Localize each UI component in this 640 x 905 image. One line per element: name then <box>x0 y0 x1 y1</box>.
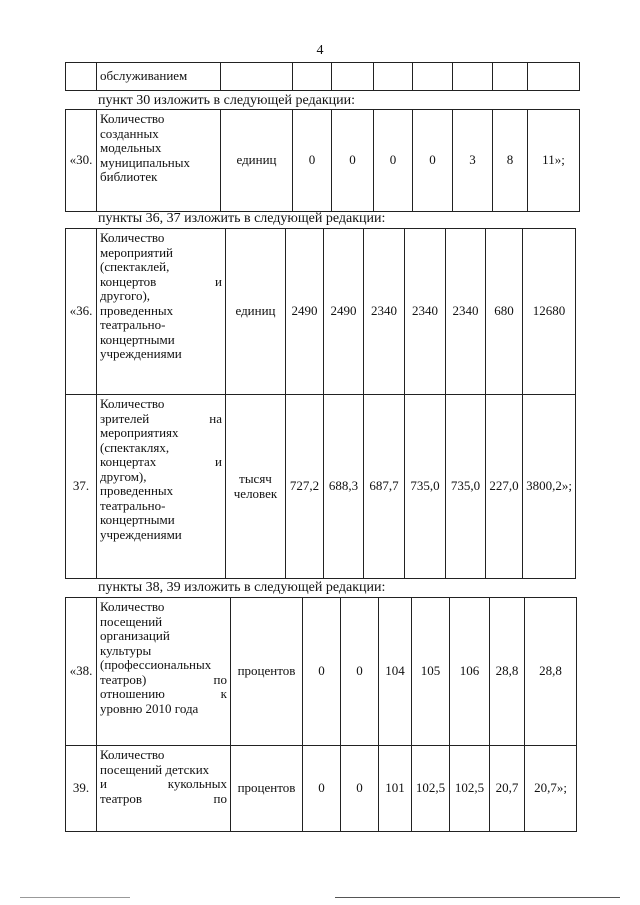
value-cell: 735,0 <box>405 395 446 579</box>
value-cell: 0 <box>303 746 341 832</box>
value-cell: 680 <box>486 229 523 395</box>
amendment-note: пункт 30 изложить в следующей редакции: <box>98 93 355 108</box>
page-edge-line <box>335 897 620 898</box>
value-cell: 2340 <box>446 229 486 395</box>
value-cell: 20,7 <box>490 746 525 832</box>
value-cell: 0 <box>413 110 453 212</box>
indicator-name: Количество посещений детских и кукольных театров по <box>97 746 231 832</box>
row-name: обслуживанием <box>97 63 221 91</box>
unit: процентов <box>231 598 303 746</box>
table-row <box>66 598 577 746</box>
value-cell: 12680 <box>523 229 576 395</box>
value-cell: 105 <box>412 598 450 746</box>
table-rows-38-39 <box>65 597 577 832</box>
row-number: 37. <box>66 395 97 579</box>
row-number: 39. <box>66 746 97 832</box>
value-cell: 28,8 <box>490 598 525 746</box>
value-cell: 104 <box>379 598 412 746</box>
amendment-note: пункты 36, 37 изложить в следующей редакции: <box>98 211 386 226</box>
value-cell: 101 <box>379 746 412 832</box>
value-cell: 106 <box>450 598 490 746</box>
indicator-name: Количество посещений организаций культуры (профессиональных театров) по отношению к уровню 2010 года <box>97 598 231 746</box>
row-number: «38. <box>66 598 97 746</box>
indicator-name: Количество мероприятий (спектаклей, концертов и другого), проведенных театрально- концертными учреждениями <box>97 229 226 395</box>
unit: процентов <box>231 746 303 832</box>
table-row <box>66 395 576 579</box>
value-cell: 8 <box>493 110 528 212</box>
value-cell: 11»; <box>528 110 580 212</box>
indicator-name: Количество созданных модельных муниципальных библиотек <box>97 110 221 212</box>
page-number: 4 <box>316 43 324 58</box>
row-number: «36. <box>66 229 97 395</box>
value-cell: 2340 <box>364 229 405 395</box>
value-cell: 688,3 <box>324 395 364 579</box>
value-cell: 2340 <box>405 229 446 395</box>
value-cell: 28,8 <box>525 598 577 746</box>
unit: тысяч человек <box>226 395 286 579</box>
value-cell: 0 <box>303 598 341 746</box>
value-cell: 0 <box>293 110 332 212</box>
value-cell: 3 <box>453 110 493 212</box>
value-cell: 102,5 <box>412 746 450 832</box>
table-row <box>66 746 577 832</box>
indicator-name: Количество зрителей на мероприятиях (спектаклях, концертах и другом), проведенных театрально- концертными учреждениями <box>97 395 226 579</box>
value-cell: 0 <box>332 110 374 212</box>
table-row <box>66 229 576 395</box>
value-cell: 727,2 <box>286 395 324 579</box>
table-rows-36-37 <box>65 228 576 579</box>
table-row-30 <box>65 109 580 212</box>
table-row <box>66 110 580 212</box>
unit: единиц <box>226 229 286 395</box>
value-cell: 687,7 <box>364 395 405 579</box>
table-row <box>66 63 580 91</box>
value-cell: 102,5 <box>450 746 490 832</box>
value-cell: 2490 <box>324 229 364 395</box>
page-edge-line <box>20 897 130 898</box>
table-continuation <box>65 62 580 91</box>
amendment-note: пункты 38, 39 изложить в следующей редакции: <box>98 580 386 595</box>
value-cell: 0 <box>374 110 413 212</box>
unit: единиц <box>221 110 293 212</box>
value-cell: 3800,2»; <box>523 395 576 579</box>
value-cell: 2490 <box>286 229 324 395</box>
value-cell: 227,0 <box>486 395 523 579</box>
value-cell: 20,7»; <box>525 746 577 832</box>
value-cell: 735,0 <box>446 395 486 579</box>
value-cell: 0 <box>341 746 379 832</box>
value-cell: 0 <box>341 598 379 746</box>
row-number: «30. <box>66 110 97 212</box>
